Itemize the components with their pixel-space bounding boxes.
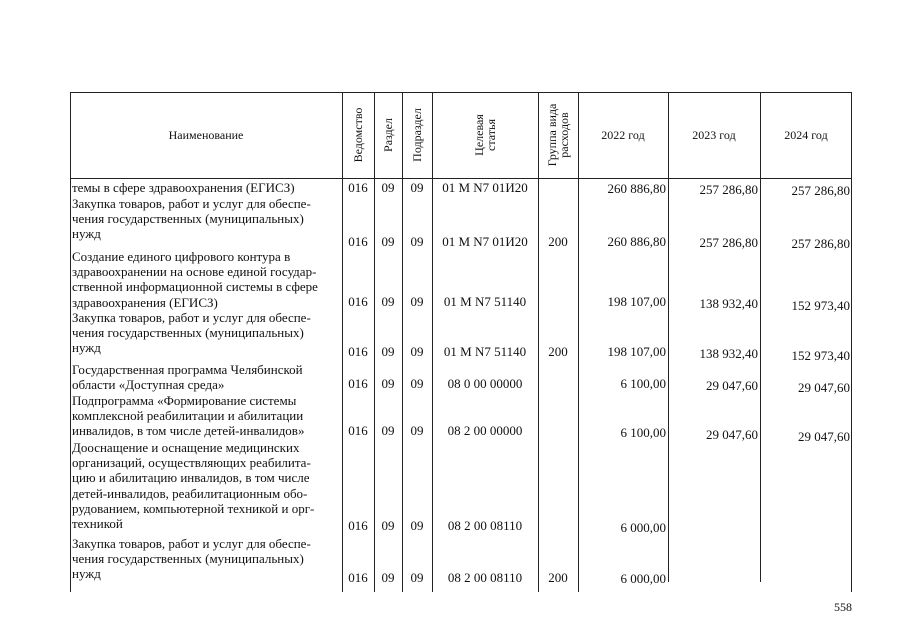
header-celevaya-statya	[432, 92, 538, 178]
row-2023: 257 286,80	[699, 235, 758, 250]
row-razdel: 09	[381, 376, 395, 391]
row-2023: 138 932,40	[699, 346, 758, 361]
row-name: Закупка товаров, работ и услуг для обеспе- чения государственных (муниципальных) нужд	[72, 536, 311, 582]
row-2024: 257 286,80	[791, 236, 850, 251]
row-gruppa: 200	[548, 344, 568, 359]
row-2022: 198 107,00	[607, 344, 666, 359]
row-2022: 6 100,00	[620, 376, 666, 391]
row-podrazdel: 09	[410, 376, 424, 391]
row-razdel: 09	[381, 423, 395, 438]
header-vedomstvo: Ведомство	[351, 107, 365, 163]
row-ved: 016	[348, 344, 368, 359]
row-name: Закупка товаров, работ и услуг для обеспе- чения государственных (муниципальных) нужд	[72, 310, 311, 356]
header-razdel: Раздел	[381, 118, 395, 152]
row-razdel: 09	[381, 518, 395, 533]
row-celevaya: 01 M N7 01И20	[442, 234, 528, 249]
row-2023: 29 047,60	[706, 427, 758, 442]
row-2024: 29 047,60	[798, 380, 850, 395]
row-celevaya: 08 2 00 00000	[447, 423, 523, 438]
header-gruppa-line2: расходов	[557, 112, 571, 158]
row-name: Закупка товаров, работ и услуг для обеспе- чения государственных (муниципальных) нужд	[72, 196, 311, 242]
row-name: Государственная программа Челябинской области «Доступная среда»	[72, 362, 303, 393]
row-2022: 260 886,80	[607, 234, 666, 249]
row-ved: 016	[348, 423, 368, 438]
row-celevaya: 01 M N7 51140	[443, 344, 527, 359]
row-gruppa: 200	[548, 570, 568, 585]
header-2024: 2024 год	[784, 127, 828, 142]
page-number: 558	[834, 600, 852, 614]
row-ved: 016	[348, 180, 368, 195]
row-2022: 198 107,00	[607, 294, 666, 309]
row-2023: 257 286,80	[699, 182, 758, 197]
row-2024: 152 973,40	[791, 348, 850, 363]
header-gruppa-line1: Группа вида	[545, 103, 559, 167]
row-razdel: 09	[381, 234, 395, 249]
header-celevaya-line2: статья	[484, 119, 498, 151]
row-ved: 016	[348, 518, 368, 533]
row-ved: 016	[348, 570, 368, 585]
row-podrazdel: 09	[410, 344, 424, 359]
header-2022: 2022 год	[601, 127, 645, 142]
row-2024: 257 286,80	[791, 183, 850, 198]
row-celevaya: 08 2 00 08110	[447, 518, 523, 533]
header-divider	[70, 178, 852, 179]
row-podrazdel: 09	[410, 180, 424, 195]
row-gruppa: 200	[548, 234, 568, 249]
row-2022: 6 000,00	[620, 571, 666, 586]
row-2023: 138 932,40	[699, 296, 758, 311]
row-celevaya: 01 M N7 51140	[443, 294, 527, 309]
row-razdel: 09	[381, 294, 395, 309]
row-2024: 29 047,60	[798, 429, 850, 444]
row-razdel: 09	[381, 180, 395, 195]
header-name: Наименование	[168, 127, 244, 142]
header-celevaya-line1: Целевая	[472, 114, 486, 156]
header-gruppa-vida-rashodov	[538, 92, 578, 178]
header-2023: 2023 год	[692, 127, 736, 142]
row-celevaya: 08 2 00 08110	[447, 570, 523, 585]
row-ved: 016	[348, 376, 368, 391]
row-2024: 152 973,40	[791, 298, 850, 313]
row-name: Создание единого цифрового контура в здравоохранении на основе единой государ- ственной информационной системы в сфере здравоохранения (ЕГИСЗ)	[72, 249, 318, 310]
row-name: темы в сфере здравоохранения (ЕГИСЗ)	[72, 180, 295, 195]
row-celevaya: 01 M N7 01И20	[442, 180, 528, 195]
row-name: Дооснащение и оснащение медицинских организаций, осуществляющих реабилита- цию и абилитацию инвалидов, в том числе детей-инвалидов, реабилитационным обо- рудованием, компьютерной техникой и орг- техникой	[72, 440, 315, 532]
row-razdel: 09	[381, 570, 395, 585]
row-ved: 016	[348, 234, 368, 249]
row-podrazdel: 09	[410, 518, 424, 533]
row-podrazdel: 09	[410, 294, 424, 309]
row-ved: 016	[348, 294, 368, 309]
row-razdel: 09	[381, 344, 395, 359]
row-2023: 29 047,60	[706, 378, 758, 393]
row-podrazdel: 09	[410, 570, 424, 585]
row-celevaya: 08 0 00 00000	[447, 376, 523, 391]
row-podrazdel: 09	[410, 234, 424, 249]
row-2022: 6 000,00	[620, 520, 666, 535]
header-podrazdel: Подраздел	[410, 108, 424, 162]
row-podrazdel: 09	[410, 423, 424, 438]
row-2022: 260 886,80	[607, 181, 666, 196]
row-name: Подпрограмма «Формирование системы комплексной реабилитации и абилитации инвалидов, в том числе детей-инвалидов»	[72, 393, 305, 439]
row-2022: 6 100,00	[620, 425, 666, 440]
